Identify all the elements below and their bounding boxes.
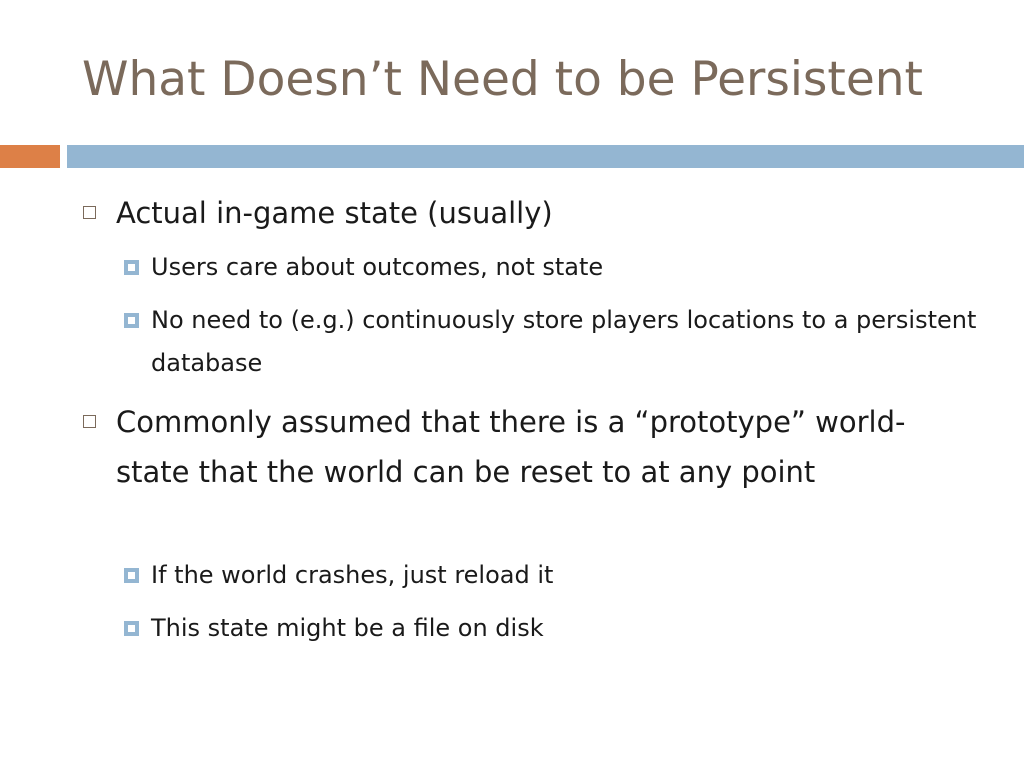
bullet-item: Actual in-game state (usually) [116, 196, 553, 230]
hollow-square-bullet-icon [83, 415, 96, 428]
sub-bullet-item: No need to (e.g.) continuously store players locations to a persistent database [151, 306, 977, 377]
hollow-square-bullet-icon [83, 206, 96, 219]
slide-title: What Doesn’t Need to be Persistent [82, 52, 923, 107]
filled-square-bullet-icon [124, 568, 139, 583]
sub-bullet-item: This state might be a file on disk [151, 614, 544, 642]
bullet-item: Commonly assumed that there is a “prototype” world-state that the world can be reset to at any point [116, 405, 906, 489]
filled-square-bullet-icon [124, 260, 139, 275]
sub-bullet-item: Users care about outcomes, not state [151, 253, 604, 281]
title-accent-bar [0, 145, 60, 168]
filled-square-bullet-icon [124, 313, 139, 328]
filled-square-bullet-icon [124, 621, 139, 636]
sub-bullet-item: If the world crashes, just reload it [151, 561, 554, 589]
title-divider-bar [67, 145, 1024, 168]
